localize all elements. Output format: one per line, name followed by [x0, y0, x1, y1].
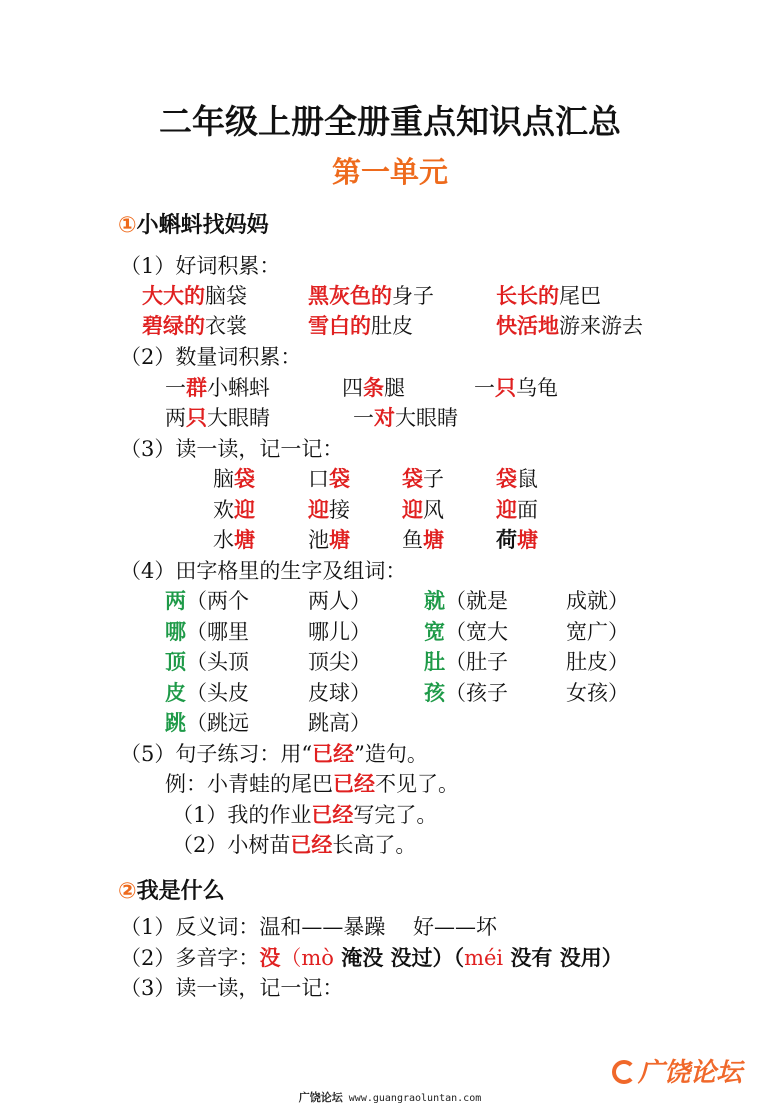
prefix: 欢	[213, 498, 234, 522]
highlight: 长长的	[496, 284, 559, 308]
char-entry	[165, 680, 249, 706]
lesson-title: 小蝌蚪找妈妈	[136, 213, 269, 238]
logo-text: 广饶论坛	[638, 1058, 743, 1088]
unit-heading: 第一单元	[331, 155, 448, 189]
suffix: 大眼睛	[207, 406, 270, 430]
phrase	[308, 313, 413, 339]
word	[308, 497, 350, 523]
word-2: 宽广）	[566, 620, 629, 644]
char-entry	[424, 649, 508, 675]
word	[308, 527, 350, 553]
footer-site-name: 广饶论坛	[298, 1091, 343, 1104]
word-1: （就是	[445, 589, 508, 613]
phrase	[496, 283, 601, 309]
prefix: 两	[165, 406, 186, 430]
word	[402, 527, 444, 553]
phrase	[142, 283, 247, 309]
char-entry	[424, 680, 508, 706]
sentence-pre: （1）我的作业	[172, 803, 312, 827]
paren: （	[280, 946, 302, 970]
word-2: 哪儿）	[308, 620, 371, 644]
line-pre: （2）多音字：	[120, 946, 260, 970]
section-heading: （3）读一读，记一记：	[120, 976, 344, 1000]
word-2: 皮球）	[308, 681, 371, 705]
word-2: 两人）	[308, 589, 371, 613]
lesson-title: 我是什么	[136, 879, 225, 904]
word-2: 成就）	[566, 589, 629, 613]
prefix: 一	[353, 406, 374, 430]
char-entry	[424, 588, 508, 614]
highlight: 只	[495, 376, 516, 400]
suffix: 腿	[384, 376, 405, 400]
word-1: （两个	[186, 589, 249, 613]
highlight: 袋	[402, 467, 423, 491]
section-heading: （1）好词积累：	[120, 254, 281, 278]
prefix: 荷	[496, 528, 517, 552]
phrase-rest: 衣裳	[205, 314, 247, 338]
suffix: 子	[423, 467, 444, 491]
word-2: 顶尖）	[308, 650, 371, 674]
example-sentence	[165, 771, 459, 797]
phrase	[308, 283, 434, 309]
highlight: 碧绿的	[142, 314, 205, 338]
sentence-post: 长高了。	[332, 833, 417, 857]
word-1: （头顶	[186, 650, 249, 674]
suffix: 鼠	[517, 467, 538, 491]
highlight: 快活地	[496, 314, 559, 338]
highlight: 袋	[234, 467, 255, 491]
suffix: 小蝌蚪	[207, 376, 270, 400]
lesson-heading	[118, 874, 225, 905]
highlight: 已经	[290, 833, 333, 857]
pinyin: mò	[301, 946, 334, 970]
word-1: （宽大	[445, 620, 508, 644]
sentence-post: 写完了。	[353, 803, 438, 827]
prefix: 四	[342, 376, 363, 400]
words: 淹没 没过）（	[333, 946, 465, 970]
section-heading: （4）田字格里的生字及组词：	[120, 559, 407, 583]
highlight: 大大的	[142, 284, 205, 308]
highlight: 塘	[234, 528, 255, 552]
word-2: 肚皮）	[566, 650, 629, 674]
measure-word	[165, 375, 270, 401]
heading-pre: （5）句子练习：用“	[120, 742, 313, 766]
word	[496, 527, 538, 553]
site-logo	[612, 1052, 742, 1089]
section-heading	[120, 741, 428, 767]
new-char: 两	[165, 589, 186, 613]
highlight: 对	[374, 406, 395, 430]
logo-icon	[612, 1060, 636, 1084]
antonyms-line: （1）反义词：温和——暴躁 好——坏	[120, 915, 498, 939]
page-title: 二年级上册全册重点知识点汇总	[159, 102, 621, 141]
phrase-rest: 脑袋	[205, 284, 247, 308]
highlight: 雪白的	[308, 314, 371, 338]
phrase	[496, 313, 643, 339]
char-entry	[165, 649, 249, 675]
highlight: 已经	[333, 772, 375, 796]
new-char: 孩	[424, 681, 445, 705]
sentence-post: 不见了。	[375, 772, 459, 796]
highlight: 迎	[308, 498, 329, 522]
measure-word	[474, 375, 558, 401]
char-entry	[424, 619, 508, 645]
suffix: 面	[517, 498, 538, 522]
highlight: 条	[363, 376, 384, 400]
word-1: （头皮	[186, 681, 249, 705]
highlight: 塘	[329, 528, 350, 552]
lesson-number: ②	[118, 879, 137, 904]
word-2: 跳高）	[308, 711, 371, 735]
word	[402, 466, 444, 492]
word-1: （孩子	[445, 681, 508, 705]
highlight: 群	[186, 376, 207, 400]
suffix: 大眼睛	[395, 406, 458, 430]
prefix: 口	[308, 467, 329, 491]
footer-url[interactable]: www.guangraoluntan.com	[348, 1093, 482, 1104]
heading-post: ”造句。	[354, 742, 428, 766]
measure-word	[353, 405, 458, 431]
word-1: （肚子	[445, 650, 508, 674]
word	[496, 466, 538, 492]
words: 没有 没用）	[503, 946, 623, 970]
practice-sentence	[172, 832, 416, 858]
word	[496, 497, 538, 523]
suffix: 接	[329, 498, 350, 522]
new-char: 皮	[165, 681, 186, 705]
highlight: 迎	[402, 498, 423, 522]
word	[213, 527, 255, 553]
highlight: 迎	[496, 498, 517, 522]
polyphone-line	[120, 945, 623, 971]
prefix: 脑	[213, 467, 234, 491]
word-1: （跳远	[186, 711, 249, 735]
new-char: 顶	[165, 650, 186, 674]
word	[308, 466, 350, 492]
new-char: 肚	[424, 650, 445, 674]
new-char: 宽	[424, 620, 445, 644]
suffix: 风	[423, 498, 444, 522]
new-char: 就	[424, 589, 445, 613]
section-heading: （3）读一读，记一记：	[120, 437, 344, 461]
word	[213, 466, 255, 492]
sentence-pre: （2）小树苗	[172, 833, 291, 857]
phrase-rest: 游来游去	[559, 314, 643, 338]
prefix: 鱼	[402, 528, 423, 552]
phrase-rest: 肚皮	[371, 314, 413, 338]
highlight: 袋	[496, 467, 517, 491]
lesson-number: ①	[118, 213, 137, 238]
highlight: 塘	[517, 528, 538, 552]
prefix: 池	[308, 528, 329, 552]
practice-sentence	[172, 802, 437, 828]
new-char: 跳	[165, 711, 186, 735]
sentence-pre: 例：小青蛙的尾巴	[165, 772, 333, 796]
word-2: 女孩）	[566, 681, 629, 705]
phrase	[142, 313, 247, 339]
highlight: 袋	[329, 467, 350, 491]
measure-word	[342, 375, 405, 401]
word	[402, 497, 444, 523]
prefix: 一	[474, 376, 495, 400]
highlight: 迎	[234, 498, 255, 522]
prefix: 水	[213, 528, 234, 552]
word	[213, 497, 255, 523]
prefix: 一	[165, 376, 186, 400]
word-1: （哪里	[186, 620, 249, 644]
highlight: 黑灰色的	[308, 284, 392, 308]
suffix: 乌龟	[516, 376, 558, 400]
char-entry	[165, 588, 249, 614]
phrase-rest: 身子	[392, 284, 434, 308]
char-entry	[165, 710, 249, 736]
new-char: 哪	[165, 620, 186, 644]
phrase-rest: 尾巴	[559, 284, 601, 308]
char-entry	[165, 619, 249, 645]
measure-word	[165, 405, 270, 431]
highlight: 塘	[423, 528, 444, 552]
highlight: 只	[186, 406, 207, 430]
polyphone-char: 没	[259, 946, 281, 970]
section-heading: （2）数量词积累：	[120, 345, 302, 369]
lesson-heading	[118, 208, 269, 239]
highlight: 已经	[311, 803, 354, 827]
pinyin: méi	[464, 946, 504, 970]
highlight: 已经	[312, 742, 355, 766]
